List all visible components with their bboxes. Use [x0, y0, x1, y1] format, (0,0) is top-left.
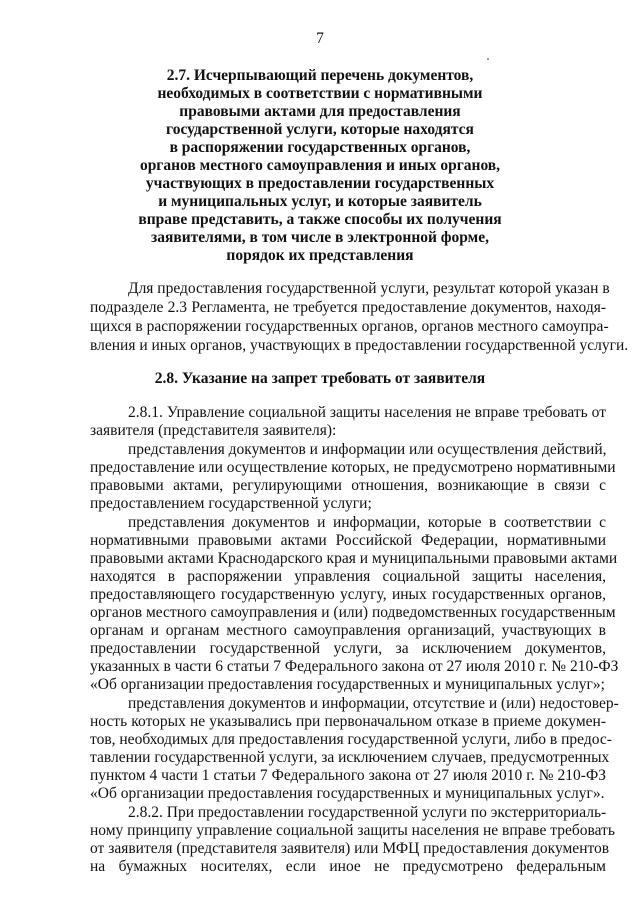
scan-speck — [487, 58, 489, 60]
paragraph-line: находятся в распоряжении управления социальной защиты населения, — [90, 568, 606, 585]
paragraph-line: представления документов и информации или осуществления действий, — [128, 441, 607, 458]
section-heading-line: заявителями, в том числе в электронной форме, — [151, 229, 489, 246]
paragraph-line: органов местного самоуправления и (или) подведомственных государственным — [90, 604, 616, 621]
section-heading-line: правовыми актами для предоставления — [179, 103, 461, 120]
paragraph-line: представления документов и информации, которые в соответствии с — [128, 514, 606, 531]
paragraph-line: на бумажных носителях, если иное не предусмотрено федеральным — [90, 858, 606, 875]
paragraph-line: тов, необходимых для предоставления государственной услуги, либо в предос- — [90, 731, 612, 748]
section-heading-line: участвующих в предоставлении государственных — [145, 175, 495, 192]
paragraph-line: предоставлением государственной услуги; — [90, 495, 372, 512]
paragraph-line: предоставлении государственной услуги, за исключением документов, — [90, 640, 606, 657]
paragraph-line: подразделе 2.3 Регламента, не требуется предоставление документов, находя- — [90, 299, 606, 316]
paragraph-line: от заявителя (представителя заявителя) или МФЦ предоставления документов — [90, 840, 610, 857]
section-heading-line: органов местного самоуправления и иных органов, — [139, 157, 501, 174]
section-heading-line: порядок их представления — [226, 247, 414, 264]
paragraph-line: предоставление или осуществление которых, не предусмотрено нормативными — [90, 459, 616, 476]
paragraph-line: 2.8.2. При предоставлении государственной услуги по экстерриториаль- — [128, 804, 607, 821]
section-heading-line: и муниципальных услуг, и которые заявитель — [158, 193, 482, 210]
paragraph-line: вления и иных органов, участвующих в предоставлении государственной услуги. — [90, 337, 629, 354]
paragraph-line: заявителя (представителя заявителя): — [90, 422, 337, 439]
paragraph-line: «Об организации предоставления государственных и муниципальных услуг». — [90, 785, 605, 802]
paragraph-line: нормативными правовыми актами Российской Федерации, нормативными — [90, 532, 606, 549]
section-heading-line: вправе представить, а также способы их получения — [138, 211, 502, 228]
paragraph-line: предоставляющего государственную услугу, иных государственных органов, — [90, 586, 606, 603]
section-heading-line: в распоряжении государственных органов, — [169, 139, 471, 156]
paragraph-line: правовыми актами, регулирующими отношения, возникающие в связи с — [90, 477, 606, 494]
paragraph-line: органам и органам местного самоуправления организаций, участвующих в — [90, 622, 606, 639]
paragraph-line: пунктом 4 части 1 статьи 7 Федерального закона от 27 июля 2010 г. № 210-ФЗ — [90, 767, 606, 784]
paragraph-line: ному принципу управление социальной защиты населения не вправе требовать — [90, 822, 615, 839]
paragraph-line: представления документов и информации, отсутствие и (или) недостовер- — [128, 695, 619, 712]
section-heading-line: 2.7. Исчерпывающий перечень документов, — [166, 67, 474, 84]
paragraph-line: Для предоставления государственной услуги, результат которой указан в — [128, 280, 610, 297]
paragraph-line: указанных в части 6 статьи 7 Федерального закона от 27 июля 2010 г. № 210-ФЗ — [90, 658, 619, 675]
paragraph-line: 2.8.1. Управление социальной защиты населения не вправе требовать от — [128, 404, 606, 421]
paragraph-line: правовыми актами Краснодарского края и муниципальными правовыми актами — [90, 550, 618, 567]
section-heading: 2.8. Указание на запрет требовать от заявителя — [154, 370, 486, 387]
paragraph-line: ность которых не указывались при первоначальном отказе в приеме докумен- — [90, 713, 606, 730]
paragraph-line: тавлении государственной услуги, за исключением случаев, предусмотренных — [90, 749, 610, 766]
paragraph-line: щихся в распоряжении государственных органов, органов местного самоупра- — [90, 318, 609, 335]
section-heading-line: государственной услуги, которые находятся — [166, 121, 474, 138]
paragraph-line: «Об организации предоставления государственных и муниципальных услуг»; — [90, 676, 605, 693]
section-heading-line: необходимых в соответствии с нормативными — [157, 85, 483, 102]
page-number: 7 — [316, 30, 324, 47]
